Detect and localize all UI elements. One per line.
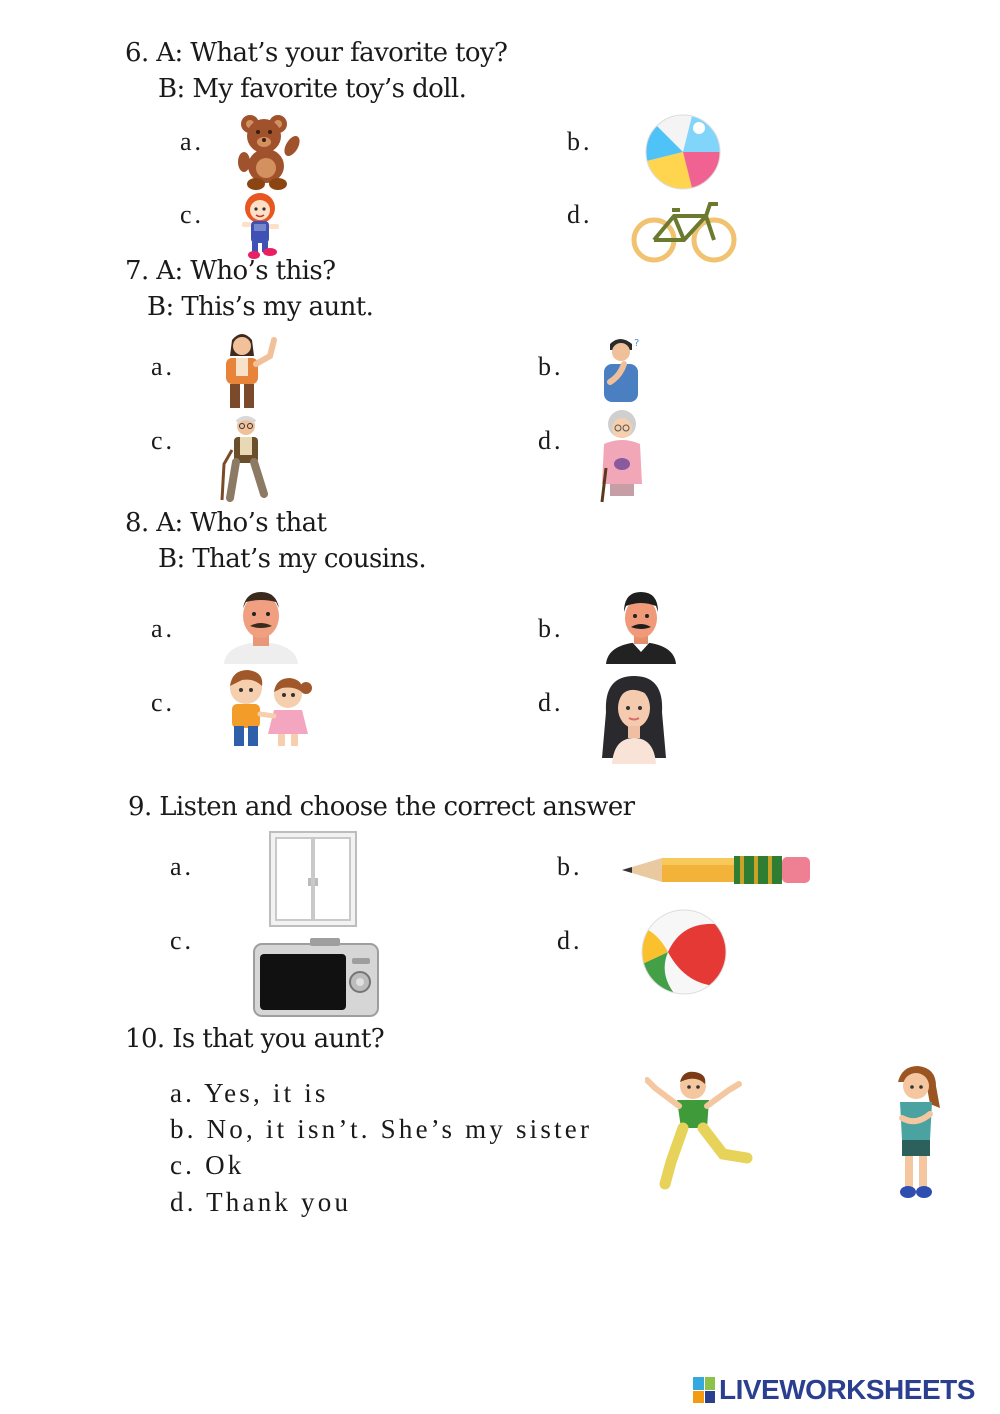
grandmother-icon[interactable] xyxy=(598,408,646,504)
svg-text:?: ? xyxy=(634,338,640,349)
q8-answer: B: That’s my cousins. xyxy=(158,544,427,574)
q6-question: 6. A: What’s your favorite toy? xyxy=(125,38,508,68)
q6-option-a[interactable]: a. xyxy=(180,127,205,156)
q7-option-c[interactable]: c. xyxy=(151,426,176,455)
q8-option-a[interactable]: a. xyxy=(151,614,176,643)
man-mustache-icon[interactable] xyxy=(222,588,300,664)
q10-answer-b[interactable]: b. No, it isn’t. She’s my sister xyxy=(170,1114,593,1144)
q9-option-b[interactable]: b. xyxy=(557,852,583,881)
grandfather-icon[interactable] xyxy=(218,414,274,502)
q7-option-a[interactable]: a. xyxy=(151,352,176,381)
q10-answer-d[interactable]: d. Thank you xyxy=(170,1187,352,1217)
woman-pointing-icon[interactable] xyxy=(218,330,284,410)
q8-option-c[interactable]: c. xyxy=(151,688,176,717)
q8-option-b[interactable]: b. xyxy=(538,614,564,643)
beach-ball-icon[interactable] xyxy=(643,112,723,192)
q9-question: 9. Listen and choose the correct answer xyxy=(128,792,635,822)
q10-answer-a[interactable]: a. Yes, it is xyxy=(170,1078,329,1108)
q6-option-b[interactable]: b. xyxy=(567,127,593,156)
liveworksheets-logo xyxy=(693,1374,975,1406)
q7-answer: B: This’s my aunt. xyxy=(147,292,374,322)
pencil-icon[interactable] xyxy=(622,852,814,888)
man-mustache-sweater-icon[interactable] xyxy=(606,590,676,664)
q6-answer: B: My favorite toy’s doll. xyxy=(158,74,467,104)
children-cousins-icon[interactable] xyxy=(218,668,318,750)
q8-question: 8. A: Who’s that xyxy=(125,508,327,538)
teddy-bear-icon[interactable] xyxy=(232,110,304,190)
q7-question: 7. A: Who’s this? xyxy=(125,256,336,286)
doll-icon[interactable] xyxy=(234,192,300,260)
young-woman-icon[interactable] xyxy=(598,672,670,764)
bicycle-icon[interactable] xyxy=(628,196,740,266)
q10-question: 10. Is that you aunt? xyxy=(125,1024,385,1054)
logo-icon xyxy=(693,1377,715,1403)
q7-option-d[interactable]: d. xyxy=(538,426,564,455)
q8-option-d[interactable]: d. xyxy=(538,688,564,717)
camera-icon[interactable] xyxy=(252,938,382,1018)
q6-option-c[interactable]: c. xyxy=(180,200,205,229)
man-thinking-icon[interactable] xyxy=(598,334,646,406)
standing-girl-icon xyxy=(888,1064,944,1202)
jumping-boy-icon xyxy=(645,1066,755,1192)
q9-option-d[interactable]: d. xyxy=(557,926,583,955)
q7-option-b[interactable]: b. xyxy=(538,352,564,381)
window-icon[interactable] xyxy=(268,830,358,928)
q10-answer-c[interactable]: c. Ok xyxy=(170,1150,245,1180)
q9-option-c[interactable]: c. xyxy=(170,926,195,955)
brand-name: LIVEWORKSHEETS xyxy=(719,1374,975,1405)
q6-option-d[interactable]: d. xyxy=(567,200,593,229)
q9-option-a[interactable]: a. xyxy=(170,852,195,881)
beach-ball-icon[interactable] xyxy=(638,906,730,998)
